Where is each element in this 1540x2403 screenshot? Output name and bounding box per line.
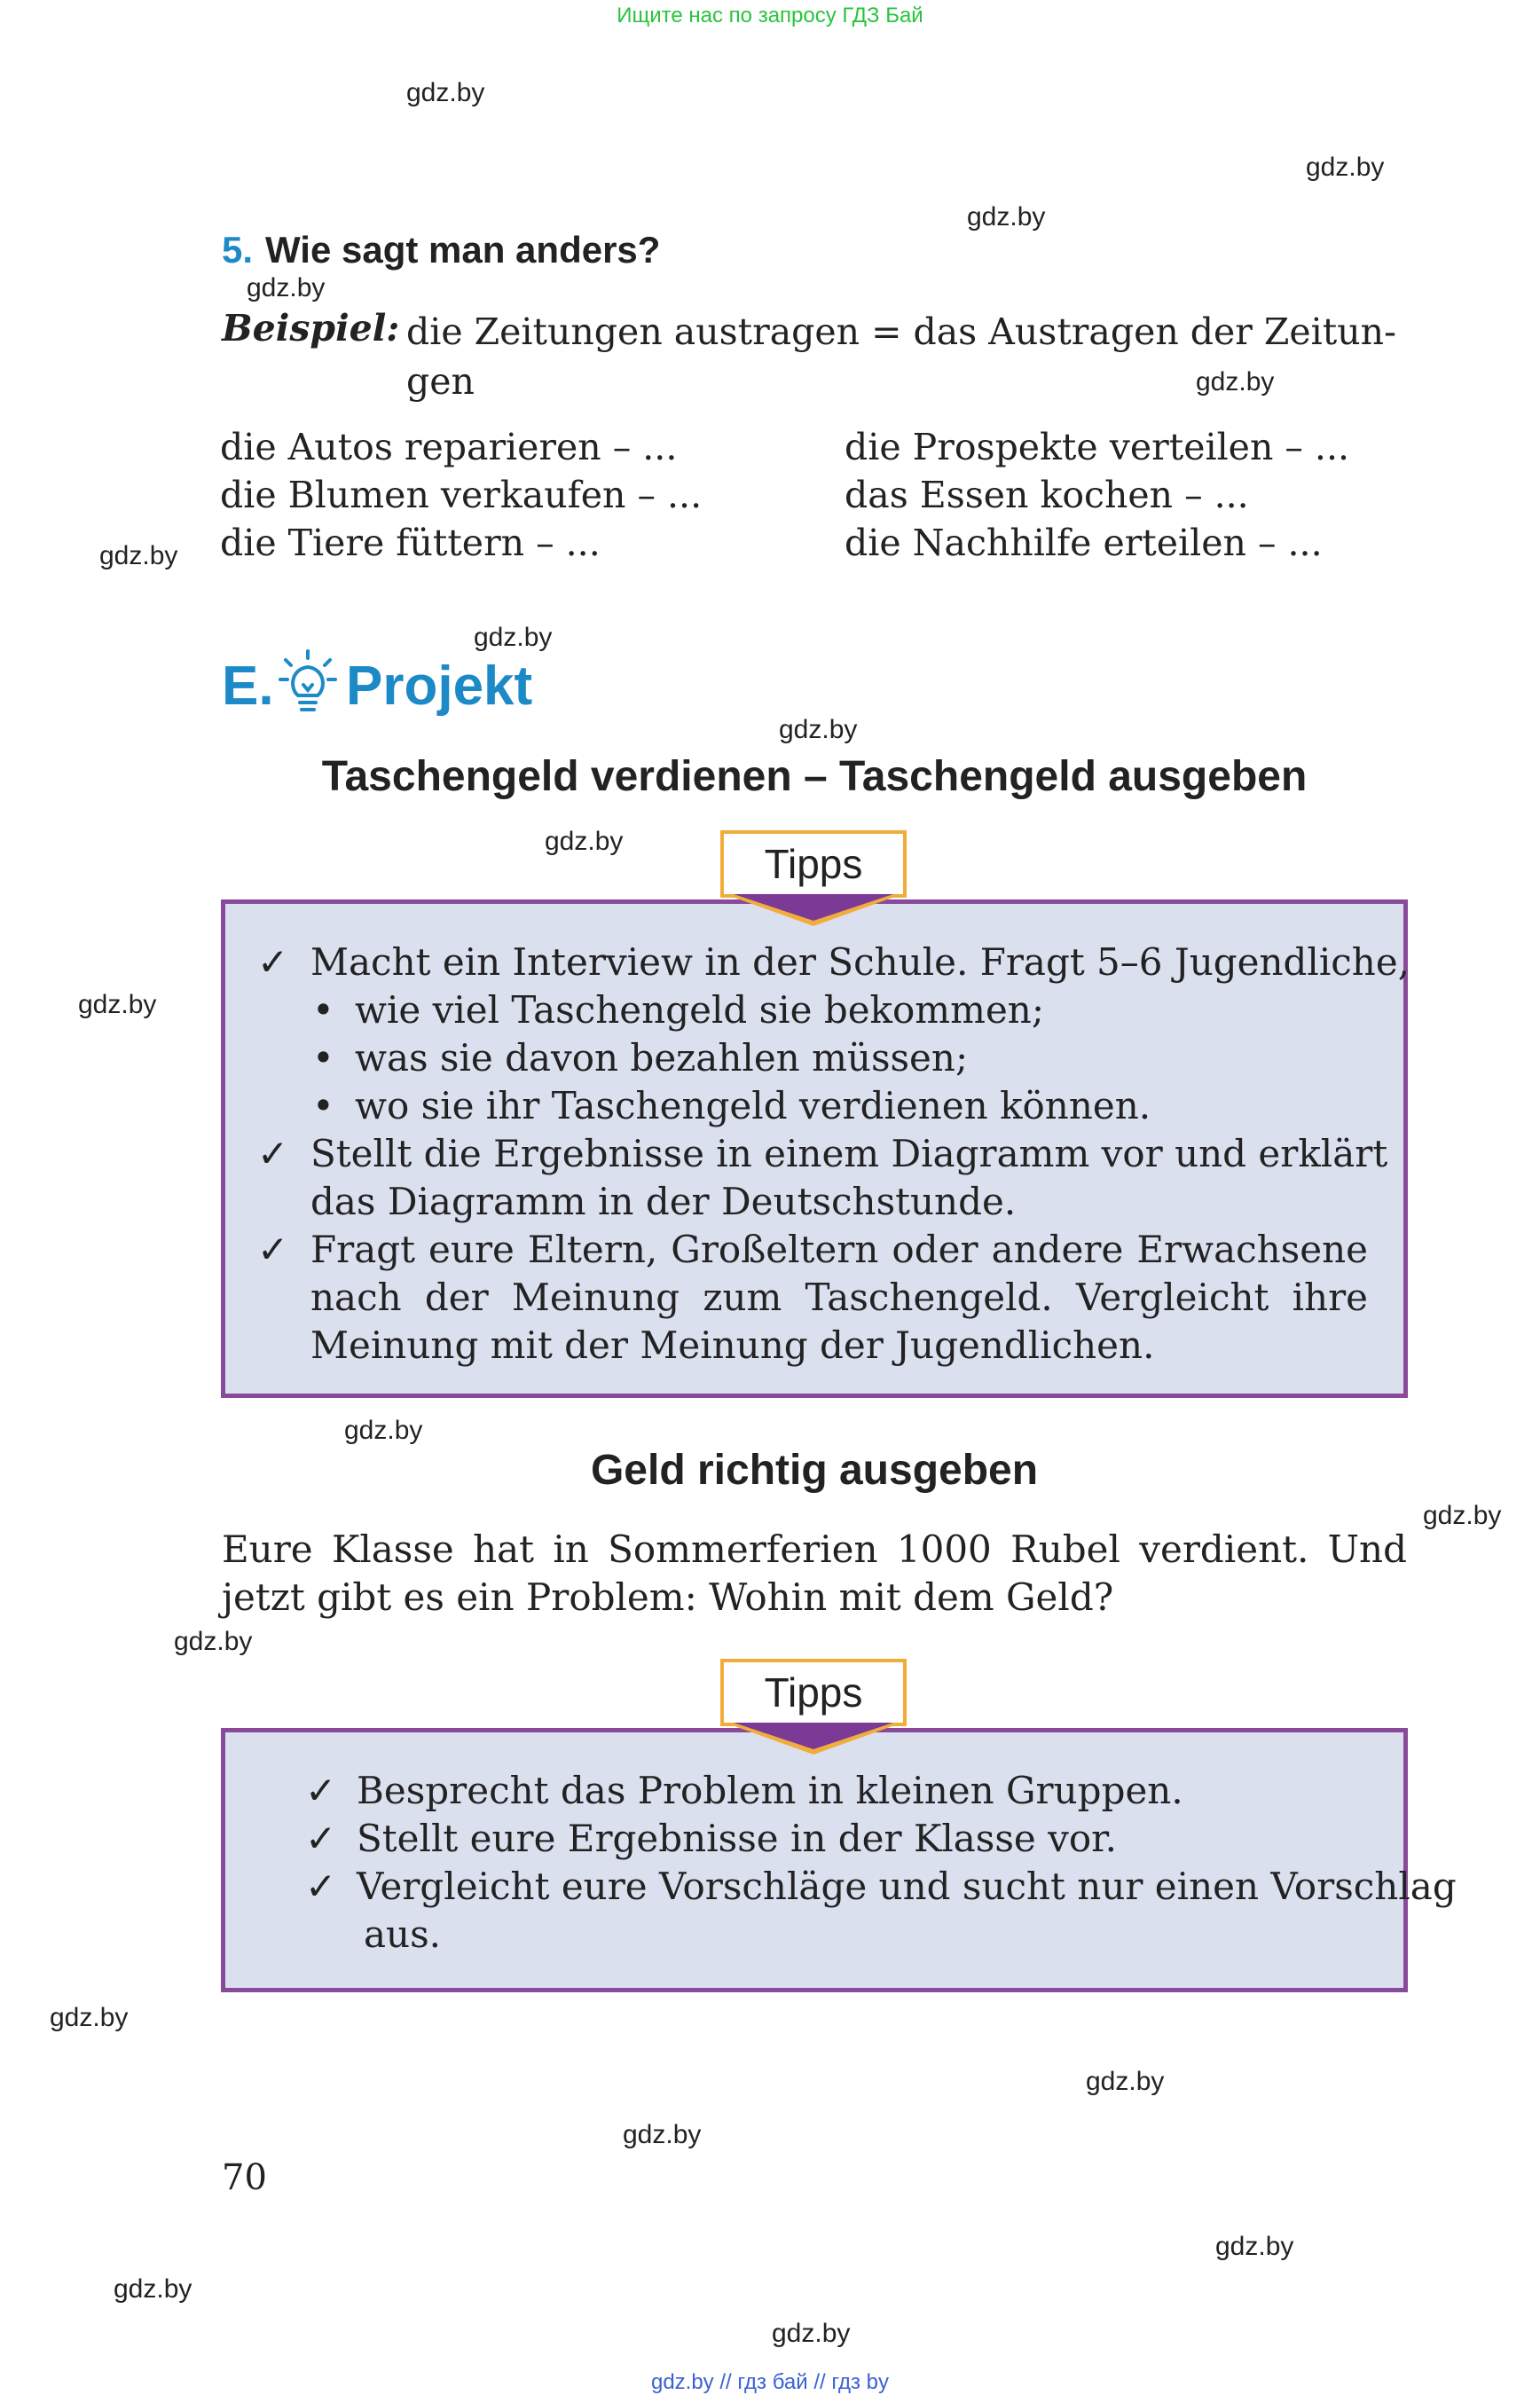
bottom-banner[interactable]: gdz.by // гдз бай // гдз by bbox=[650, 2370, 890, 2394]
check-icon: ✓ bbox=[305, 1769, 337, 1812]
tipp-line: Stellt eure Ergebnisse in der Klasse vor. bbox=[357, 1817, 1117, 1860]
watermark: gdz.by bbox=[1423, 1501, 1502, 1530]
list-item: die Nachhilfe erteilen – ... bbox=[845, 522, 1323, 564]
tipps-tab: Tipps bbox=[720, 1659, 907, 1726]
watermark: gdz.by bbox=[623, 2120, 702, 2149]
watermark: gdz.by bbox=[1215, 2232, 1294, 2261]
watermark: gdz.by bbox=[545, 827, 624, 856]
tipp-line: was sie davon bezahlen müssen; bbox=[355, 1036, 969, 1080]
watermark: gdz.by bbox=[344, 1416, 423, 1445]
bullet-icon: • bbox=[312, 988, 334, 1032]
section-letter: E. bbox=[222, 656, 274, 717]
exercise-title bbox=[222, 229, 660, 271]
top-banner[interactable]: Ищите нас по запросу ГДЗ Бай bbox=[617, 4, 923, 27]
exercise-title-text: Wie sagt man anders? bbox=[265, 229, 661, 271]
watermark: gdz.by bbox=[174, 1627, 253, 1656]
watermark: gdz.by bbox=[114, 2274, 192, 2304]
watermark: gdz.by bbox=[772, 2319, 851, 2348]
beispiel-label: Beispiel: bbox=[222, 307, 400, 349]
beispiel-text: die Zeitungen austragen = das Austragen der Zeitun- gen bbox=[406, 310, 1396, 403]
lightbulb-icon bbox=[279, 649, 337, 715]
watermark: gdz.by bbox=[247, 273, 326, 302]
watermark: gdz.by bbox=[99, 541, 178, 570]
watermark: gdz.by bbox=[1196, 367, 1275, 397]
bullet-icon: • bbox=[312, 1084, 334, 1127]
tipps-arrow-inner bbox=[734, 894, 893, 921]
watermark: gdz.by bbox=[1086, 2067, 1165, 2096]
watermark: gdz.by bbox=[406, 78, 485, 107]
tipp-line: wie viel Taschengeld sie bekommen; bbox=[355, 988, 1044, 1032]
paragraph-line: jetzt gibt es ein Problem: Wohin mit dem Geld? bbox=[222, 1575, 1114, 1619]
section-title: Projekt bbox=[346, 656, 533, 717]
tipp-line: Fragt eure Eltern, Großeltern oder andere Erwachsene bbox=[310, 1228, 1368, 1271]
check-icon: ✓ bbox=[257, 1228, 289, 1271]
tipp-line: Besprecht das Problem in kleinen Gruppen. bbox=[357, 1769, 1183, 1812]
watermark: gdz.by bbox=[474, 623, 553, 652]
project-heading: Geld richtig ausgeben bbox=[590, 1447, 1039, 1494]
tipp-line: wo sie ihr Taschengeld verdienen können. bbox=[355, 1084, 1151, 1127]
watermark: gdz.by bbox=[50, 2003, 129, 2032]
watermark: gdz.by bbox=[1306, 153, 1385, 182]
check-icon: ✓ bbox=[257, 1132, 289, 1175]
page-number: 70 bbox=[222, 2157, 267, 2198]
tipp-line: aus. bbox=[364, 1912, 441, 1956]
check-icon: ✓ bbox=[305, 1817, 337, 1860]
tipps-tab: Tipps bbox=[720, 830, 907, 898]
list-item: die Tiere füttern – ... bbox=[220, 522, 601, 564]
tipp-line: das Diagramm in der Deutschstunde. bbox=[310, 1180, 1017, 1223]
list-item: die Prospekte verteilen – ... bbox=[845, 426, 1350, 468]
tipps-arrow-inner bbox=[734, 1723, 893, 1749]
list-item: die Autos reparieren – ... bbox=[220, 426, 678, 468]
list-item: die Blumen verkaufen – ... bbox=[220, 474, 703, 516]
tipp-line: Vergleicht eure Vorschläge und sucht nur einen Vorschlag bbox=[357, 1865, 1457, 1908]
check-icon: ✓ bbox=[305, 1865, 337, 1908]
watermark: gdz.by bbox=[779, 715, 858, 744]
check-icon: ✓ bbox=[257, 940, 289, 984]
list-item: das Essen kochen – ... bbox=[845, 474, 1249, 516]
watermark: gdz.by bbox=[78, 990, 157, 1019]
bullet-icon: • bbox=[312, 1036, 334, 1080]
project-heading: Taschengeld verdienen – Taschengeld ausgeben bbox=[321, 753, 1308, 800]
tipp-line: Stellt die Ergebnisse in einem Diagramm vor und erklärt bbox=[310, 1132, 1388, 1175]
tipp-line: Macht ein Interview in der Schule. Fragt 5–6 Jugendliche, bbox=[310, 940, 1410, 984]
paragraph-line: Eure Klasse hat in Sommerferien 1000 Rubel verdient. Und bbox=[222, 1527, 1407, 1571]
watermark: gdz.by bbox=[967, 202, 1046, 232]
tipp-line: nach der Meinung zum Taschengeld. Vergleicht ihre bbox=[310, 1276, 1368, 1319]
exercise-number: 5. bbox=[222, 229, 254, 271]
tipp-line: Meinung mit der Meinung der Jugendlichen. bbox=[310, 1323, 1155, 1367]
